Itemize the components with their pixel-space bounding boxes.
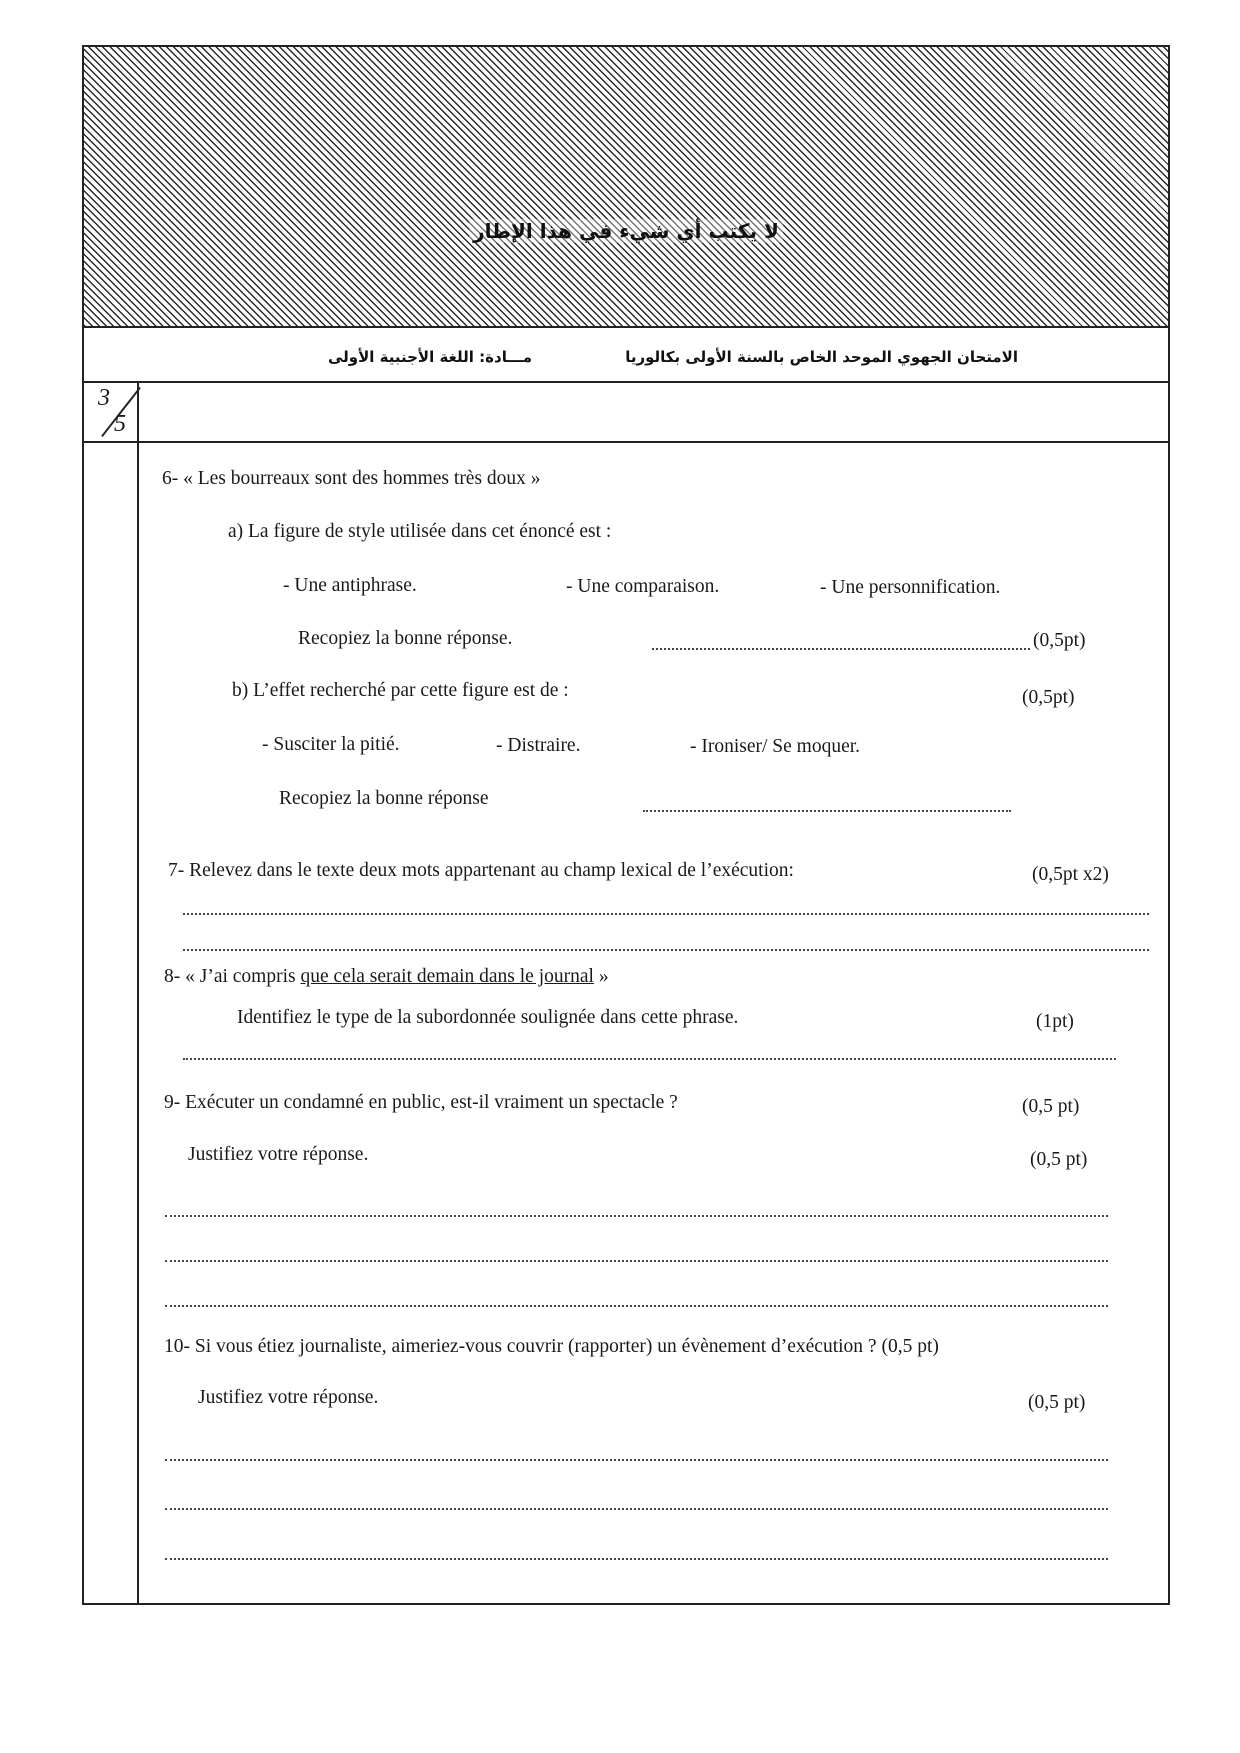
- q6a-points: (0,5pt): [1033, 630, 1086, 651]
- q10-answer-line-3[interactable]: [165, 1558, 1108, 1560]
- q10-prompt: 10- Si vous étiez journaliste, aimeriez-vous couvrir (rapporter) un évènement d’exécution ? (0,5 pt): [164, 1336, 939, 1357]
- q6b-answer-line[interactable]: [643, 810, 1011, 812]
- q10-justify: Justifiez votre réponse.: [198, 1387, 379, 1408]
- q8-quote: [164, 966, 609, 988]
- exam-header-row: [84, 383, 1168, 443]
- q6a-option-1: - Une antiphrase.: [283, 575, 417, 596]
- q9-points: (0,5 pt): [1022, 1096, 1080, 1117]
- q8-underlined-clause: que cela serait demain dans le journal: [300, 966, 594, 987]
- q8-quote-end: »: [593, 966, 609, 987]
- q9-answer-line-1[interactable]: [165, 1215, 1108, 1217]
- page-total: 5: [114, 411, 126, 437]
- q10-answer-line-1[interactable]: [165, 1459, 1108, 1461]
- q6a-option-2: - Une comparaison.: [566, 576, 720, 597]
- q8-prompt: Identifiez le type de la subordonnée soulignée dans cette phrase.: [237, 1007, 739, 1028]
- q7-answer-line-1[interactable]: [183, 913, 1149, 915]
- q9-justify-points: (0,5 pt): [1030, 1149, 1088, 1170]
- q9-answer-line-2[interactable]: [165, 1260, 1108, 1262]
- q6b-option-1: - Susciter la pitié.: [262, 734, 400, 755]
- q7-answer-line-2[interactable]: [183, 949, 1149, 951]
- q8-quote-start: 8- « J’ai compris: [164, 966, 301, 987]
- q9-prompt: 9- Exécuter un condamné en public, est-il vraiment un spectacle ?: [164, 1092, 678, 1113]
- page-number: [84, 383, 139, 441]
- q6b-option-3: - Ironiser/ Se moquer.: [690, 736, 861, 757]
- q6b-option-2: - Distraire.: [496, 735, 581, 756]
- q7-prompt: 7- Relevez dans le texte deux mots appartenant au champ lexical de l’exécution:: [168, 860, 794, 881]
- q6b-prompt: b) L’effet recherché par cette figure est de :: [232, 680, 569, 701]
- q9-justify: Justifiez votre réponse.: [188, 1144, 369, 1165]
- q8-answer-line[interactable]: [183, 1058, 1116, 1060]
- q6b-points: (0,5pt): [1022, 687, 1075, 708]
- q6b-instruction: Recopiez la bonne réponse: [279, 788, 489, 809]
- q6a-option-3: - Une personnification.: [820, 577, 1001, 598]
- q10-answer-line-2[interactable]: [165, 1508, 1108, 1510]
- page-current: 3: [98, 385, 110, 411]
- exam-subject: مـــادة: اللغة الأجنبية الأولى: [327, 348, 532, 366]
- do-not-write-label: لا يكتب أي شيء في هذا الإطار: [469, 219, 783, 243]
- q6a-prompt: a) La figure de style utilisée dans cet énoncé est :: [228, 521, 612, 542]
- q10-justify-points: (0,5 pt): [1028, 1392, 1086, 1413]
- exam-page-frame: [82, 45, 1170, 1605]
- q7-points: (0,5pt x2): [1032, 864, 1109, 885]
- q6-quote: 6- « Les bourreaux sont des hommes très doux »: [162, 468, 541, 489]
- q9-answer-line-3[interactable]: [165, 1305, 1108, 1307]
- do-not-write-zone: [84, 47, 1168, 328]
- q8-points: (1pt): [1036, 1011, 1074, 1032]
- exam-title: الامتحان الجهوي الموحد الخاص بالسنة الأولى بكالوريا: [625, 348, 1018, 366]
- left-margin-column: [84, 383, 139, 1605]
- q6a-answer-line[interactable]: [652, 648, 1030, 650]
- q6a-instruction: Recopiez la bonne réponse.: [298, 628, 513, 649]
